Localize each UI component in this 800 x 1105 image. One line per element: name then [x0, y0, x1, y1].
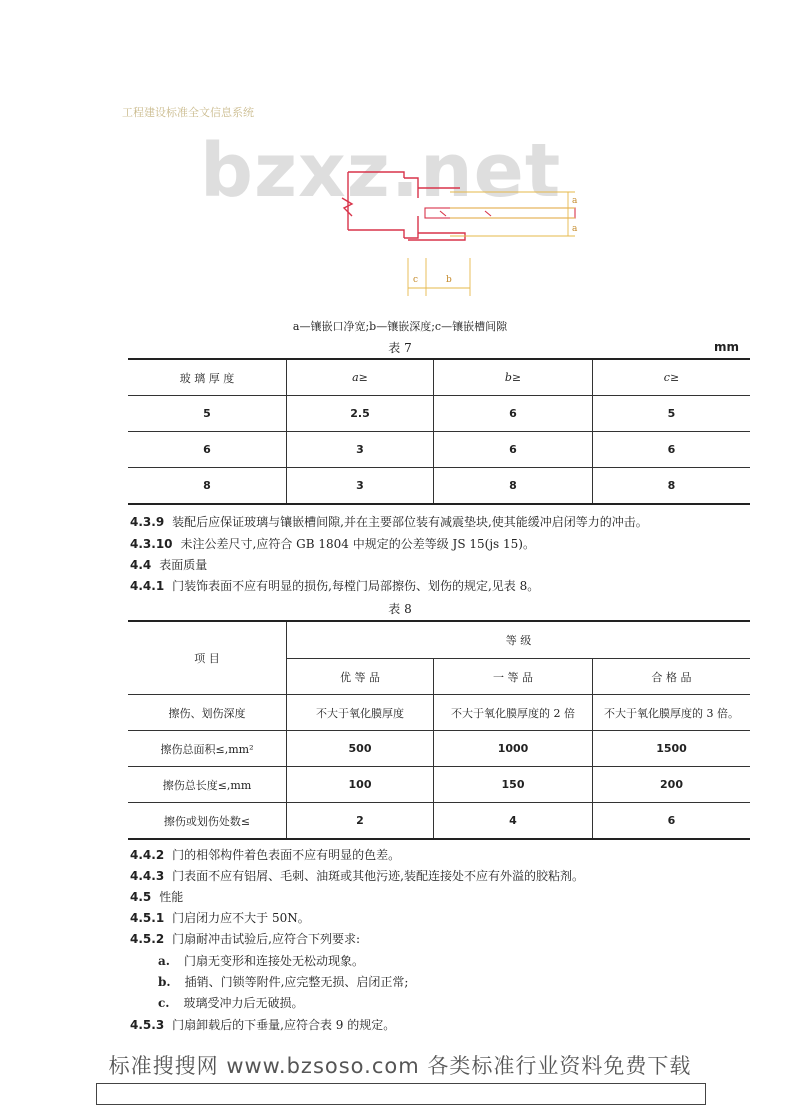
dim-c-label: c — [413, 275, 419, 285]
table-row — [128, 396, 750, 432]
cell: 100 — [287, 767, 434, 803]
cell: 8 — [128, 468, 287, 505]
header-note: 工程建设标准全文信息系统 — [122, 106, 254, 119]
para-4-3-10: 4.3.10 未注公差尺寸,应符合 GB 1804 中规定的公差等级 JS 15(js 15)。 — [130, 537, 535, 551]
footer-border — [96, 1083, 706, 1105]
header-grade: 等 级 — [287, 621, 751, 659]
row-label: 擦伤总面积≤,mm² — [128, 731, 287, 767]
row-label: 擦伤、划伤深度 — [128, 695, 287, 731]
cell: 6 — [128, 432, 287, 468]
table-row — [128, 767, 750, 803]
dim-a-label-1: a — [572, 196, 578, 206]
cell: 500 — [287, 731, 434, 767]
footer-watermark: 标准搜搜网 www.bzsoso.com 各类标准行业资料免费下载 — [108, 1054, 692, 1078]
para-4-5-2: 4.5.2 门扇耐冲击试验后,应符合下列要求: — [130, 932, 361, 946]
cell: 6 — [434, 396, 593, 432]
cell: 150 — [434, 767, 593, 803]
header-c: c≥ — [593, 359, 751, 396]
cell: 5 — [593, 396, 751, 432]
dim-a-label-2: a — [572, 224, 578, 234]
sub-item-c: c. 玻璃受冲力后无破损。 — [158, 996, 304, 1010]
table-row — [128, 695, 750, 731]
cell: 不大于氧化膜厚度 — [287, 695, 434, 731]
para-4-4-1: 4.4.1 门装饰表面不应有明显的损伤,每樘门局部擦伤、划伤的规定,见表 8。 — [130, 579, 540, 593]
header-item: 项 目 — [128, 621, 287, 695]
cell: 3 — [287, 432, 434, 468]
header-grade-qualified: 合 格 品 — [593, 659, 751, 695]
para-4-5-3: 4.5.3 门扇卸载后的下垂量,应符合表 9 的规定。 — [130, 1018, 396, 1032]
cell: 不大于氧化膜厚度的 2 倍 — [434, 695, 593, 731]
cell: 1500 — [593, 731, 751, 767]
para-4-5: 4.5 性能 — [130, 890, 184, 904]
table-header-row — [128, 621, 750, 659]
header-a: a≥ — [287, 359, 434, 396]
cell: 2.5 — [287, 396, 434, 432]
sub-item-a: a. 门扇无变形和连接处无松动现象。 — [158, 954, 364, 968]
row-label: 擦伤或划伤处数≤ — [128, 803, 287, 840]
table-row — [128, 468, 750, 505]
para-4-4-2: 4.4.2 门的相邻构件着色表面不应有明显的色差。 — [130, 848, 401, 862]
cell: 6 — [593, 432, 751, 468]
table-row — [128, 432, 750, 468]
table-7 — [128, 358, 750, 505]
row-label: 擦伤总长度≤,mm — [128, 767, 287, 803]
cell: 1000 — [434, 731, 593, 767]
cell: 3 — [287, 468, 434, 505]
table7-title: 表 7 — [388, 341, 412, 355]
para-4-3-9: 4.3.9 装配后应保证玻璃与镶嵌槽间隙,并在主要部位装有减震垫块,使其能缓冲启闭等力的冲击。 — [130, 515, 648, 529]
table-header-row — [128, 359, 750, 396]
sub-item-b: b. 插销、门锁等附件,应完整无损、启闭正常; — [158, 975, 409, 989]
glass-rebate-diagram — [330, 158, 590, 298]
header-b: b≥ — [434, 359, 593, 396]
header-grade-excellent: 优 等 品 — [287, 659, 434, 695]
table-row — [128, 731, 750, 767]
header-glass-thickness: 玻 璃 厚 度 — [128, 359, 287, 396]
watermark-top: bzxz.net — [200, 128, 562, 214]
para-4-5-1: 4.5.1 门启闭力应不大于 50N。 — [130, 911, 310, 925]
cell: 不大于氧化膜厚度的 3 倍。 — [593, 695, 751, 731]
para-4-4-3: 4.4.3 门表面不应有铝屑、毛刺、油斑或其他污迹,装配连接处不应有外溢的胶粘剂。 — [130, 869, 584, 883]
table8-title: 表 8 — [388, 602, 412, 616]
figure-caption: a—镶嵌口净宽;b—镶嵌深度;c—镶嵌槽间隙 — [292, 320, 508, 333]
table-row — [128, 803, 750, 840]
table7-unit: mm — [714, 340, 740, 354]
cell: 200 — [593, 767, 751, 803]
header-grade-first: 一 等 品 — [434, 659, 593, 695]
table-8 — [128, 620, 750, 840]
cell: 6 — [593, 803, 751, 840]
cell: 2 — [287, 803, 434, 840]
para-4-4: 4.4 表面质量 — [130, 558, 208, 572]
dim-b-label: b — [446, 275, 452, 285]
cell: 8 — [434, 468, 593, 505]
cell: 4 — [434, 803, 593, 840]
cell: 8 — [593, 468, 751, 505]
cell: 5 — [128, 396, 287, 432]
cell: 6 — [434, 432, 593, 468]
